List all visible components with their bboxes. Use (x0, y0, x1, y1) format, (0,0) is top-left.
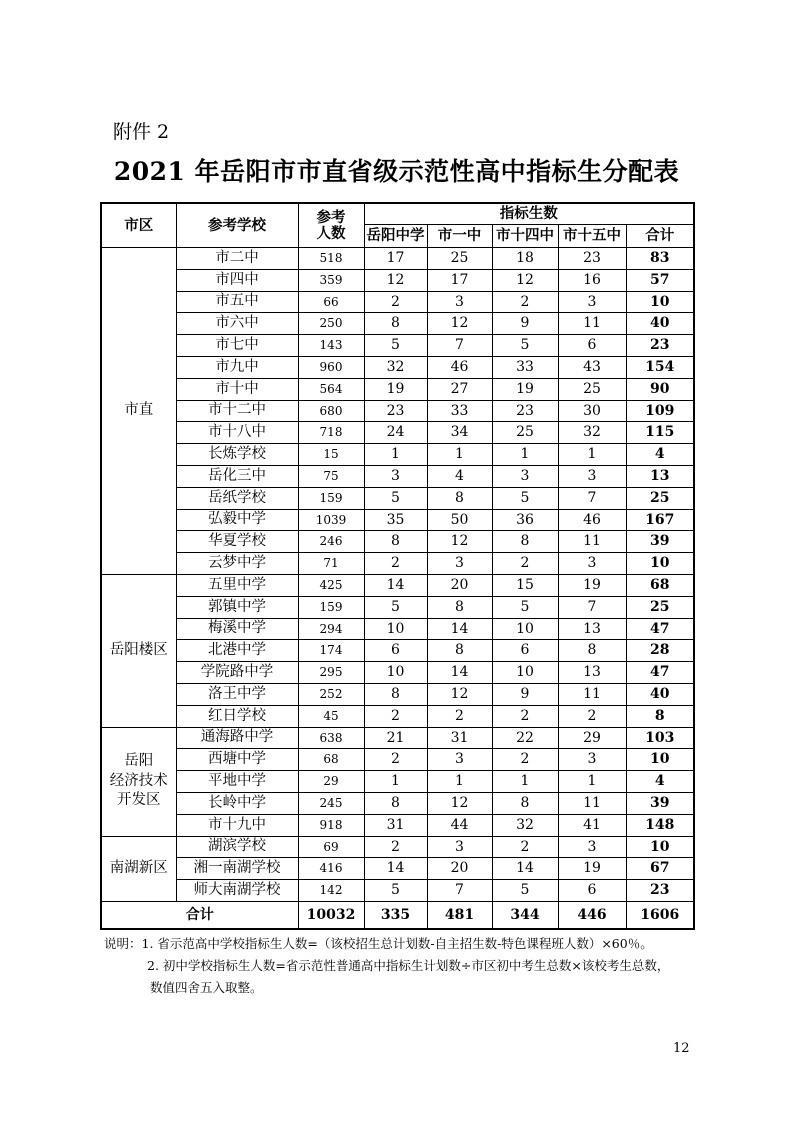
quota-value: 11 (558, 531, 626, 553)
table-row (101, 509, 694, 531)
quota-value: 46 (558, 509, 626, 531)
quota-value: 12 (364, 269, 427, 291)
school-name: 北港中学 (176, 640, 298, 662)
quota-value: 12 (427, 683, 492, 705)
quota-value: 30 (558, 400, 626, 422)
exam-count: 69 (298, 836, 364, 858)
table-row (101, 705, 694, 727)
header-quota-col: 市十五中 (558, 225, 626, 248)
quota-value: 19 (558, 858, 626, 880)
quota-value: 19 (558, 574, 626, 596)
quota-value: 2 (427, 705, 492, 727)
exam-count: 174 (298, 640, 364, 662)
district-cell (101, 727, 176, 836)
quota-value: 8 (427, 596, 492, 618)
note-line: 2. 初中学校指标生人数=省示范性普通高中指标生计划数÷市区初中考生总数×该校考生总数， (147, 958, 670, 973)
header-count (298, 203, 364, 248)
quota-value: 6 (364, 640, 427, 662)
quota-value: 2 (364, 553, 427, 575)
quota-value: 2 (364, 291, 427, 313)
quota-total: 47 (626, 662, 694, 684)
school-name: 五里中学 (176, 574, 298, 596)
quota-value: 1 (364, 771, 427, 793)
header-district: 市区 (101, 203, 176, 248)
quota-value: 24 (364, 422, 427, 444)
quota-value: 2 (492, 836, 558, 858)
quota-value: 7 (427, 335, 492, 357)
quota-value: 33 (492, 356, 558, 378)
quota-value: 31 (427, 727, 492, 749)
quota-value: 23 (364, 400, 427, 422)
quota-value: 1 (558, 771, 626, 793)
quota-value: 35 (364, 509, 427, 531)
school-name: 学院路中学 (176, 662, 298, 684)
quota-value: 21 (364, 727, 427, 749)
quota-total: 10 (626, 749, 694, 771)
table-body (101, 248, 694, 929)
quota-value: 2 (492, 291, 558, 313)
quota-value: 1 (427, 771, 492, 793)
quota-value: 10 (492, 662, 558, 684)
district-name: 岳阳楼区 (109, 641, 168, 658)
quota-value: 32 (558, 422, 626, 444)
quota-value: 22 (492, 727, 558, 749)
quota-value: 25 (558, 378, 626, 400)
quota-value: 1 (492, 771, 558, 793)
quota-total: 10 (626, 291, 694, 313)
quota-value: 2 (558, 705, 626, 727)
exam-count: 680 (298, 400, 364, 422)
school-name: 市四中 (176, 269, 298, 291)
quota-value: 32 (364, 356, 427, 378)
table-row (101, 836, 694, 858)
quota-total: 83 (626, 248, 694, 270)
exam-count: 245 (298, 792, 364, 814)
table-row (101, 618, 694, 640)
quota-value: 43 (558, 356, 626, 378)
table-row (101, 771, 694, 793)
header-count-line2: 人数 (316, 224, 346, 242)
table-row (101, 858, 694, 880)
quota-value: 5 (364, 335, 427, 357)
quota-total: 23 (626, 880, 694, 902)
table-row (101, 814, 694, 836)
quota-value: 19 (492, 378, 558, 400)
table-row (101, 487, 694, 509)
exam-count: 252 (298, 683, 364, 705)
quota-value: 23 (492, 400, 558, 422)
header-quota-group: 指标生数 (364, 203, 694, 225)
quota-value: 44 (427, 814, 492, 836)
quota-total: 154 (626, 356, 694, 378)
quota-total: 148 (626, 814, 694, 836)
quota-value: 2 (364, 705, 427, 727)
document-title: 2021 年岳阳市市直省级示范性高中指标生分配表 (113, 157, 680, 186)
quota-value: 34 (427, 422, 492, 444)
exam-count: 416 (298, 858, 364, 880)
exam-count: 960 (298, 356, 364, 378)
quota-value: 5 (364, 596, 427, 618)
quota-value: 1 (364, 444, 427, 466)
quota-value: 36 (492, 509, 558, 531)
quota-value: 16 (558, 269, 626, 291)
quota-total: 47 (626, 618, 694, 640)
quota-value: 7 (558, 596, 626, 618)
quota-value: 6 (558, 880, 626, 902)
quota-value: 3 (558, 836, 626, 858)
exam-count: 918 (298, 814, 364, 836)
quota-value: 7 (427, 880, 492, 902)
exam-count: 45 (298, 705, 364, 727)
school-name: 华夏学校 (176, 531, 298, 553)
quota-value: 14 (427, 662, 492, 684)
school-name: 通海路中学 (176, 727, 298, 749)
district-name: 岳阳 (124, 753, 154, 770)
quota-value: 5 (364, 880, 427, 902)
table-row (101, 880, 694, 902)
district-cell (101, 574, 176, 727)
quota-value: 41 (558, 814, 626, 836)
quota-value: 12 (427, 792, 492, 814)
quota-value: 3 (558, 749, 626, 771)
quota-value: 2 (492, 705, 558, 727)
quota-total: 167 (626, 509, 694, 531)
quota-value: 27 (427, 378, 492, 400)
table-row (101, 400, 694, 422)
quota-value: 11 (558, 792, 626, 814)
school-name: 西塘中学 (176, 749, 298, 771)
exam-count: 15 (298, 444, 364, 466)
school-name: 市十九中 (176, 814, 298, 836)
district-cell (101, 836, 176, 901)
quota-total: 39 (626, 531, 694, 553)
exam-count: 246 (298, 531, 364, 553)
quota-total: 39 (626, 792, 694, 814)
quota-value: 10 (364, 662, 427, 684)
summary-value: 446 (558, 901, 626, 929)
quota-total: 40 (626, 313, 694, 335)
quota-value: 5 (492, 880, 558, 902)
summary-value: 481 (427, 901, 492, 929)
quota-value: 19 (364, 378, 427, 400)
quota-total: 90 (626, 378, 694, 400)
quota-value: 8 (364, 531, 427, 553)
table-row (101, 727, 694, 749)
quota-value: 29 (558, 727, 626, 749)
school-name: 云梦中学 (176, 553, 298, 575)
quota-value: 3 (558, 291, 626, 313)
quota-value: 4 (427, 465, 492, 487)
school-name: 市十八中 (176, 422, 298, 444)
quota-value: 8 (364, 313, 427, 335)
quota-value: 17 (427, 269, 492, 291)
quota-value: 10 (492, 618, 558, 640)
quota-value: 18 (492, 248, 558, 270)
quota-value: 12 (427, 313, 492, 335)
table-row (101, 335, 694, 357)
quota-value: 5 (492, 487, 558, 509)
quota-total: 68 (626, 574, 694, 596)
page-number: 12 (673, 1041, 690, 1056)
summary-count: 10032 (298, 901, 364, 929)
quota-value: 1 (492, 444, 558, 466)
school-name: 市九中 (176, 356, 298, 378)
quota-value: 46 (427, 356, 492, 378)
quota-value: 2 (492, 553, 558, 575)
school-name: 市五中 (176, 291, 298, 313)
school-name: 市十中 (176, 378, 298, 400)
quota-value: 14 (364, 574, 427, 596)
table-row (101, 269, 694, 291)
exam-count: 159 (298, 487, 364, 509)
table-row (101, 531, 694, 553)
quota-value: 10 (364, 618, 427, 640)
table-row (101, 749, 694, 771)
quota-value: 25 (427, 248, 492, 270)
exam-count: 75 (298, 465, 364, 487)
quota-value: 13 (558, 618, 626, 640)
quota-total: 115 (626, 422, 694, 444)
quota-value: 20 (427, 858, 492, 880)
quota-total: 109 (626, 400, 694, 422)
exam-count: 294 (298, 618, 364, 640)
quota-value: 8 (427, 487, 492, 509)
school-name: 岳纸学校 (176, 487, 298, 509)
summary-value: 344 (492, 901, 558, 929)
school-name: 洛王中学 (176, 683, 298, 705)
school-name: 梅溪中学 (176, 618, 298, 640)
exam-count: 1039 (298, 509, 364, 531)
quota-total: 10 (626, 836, 694, 858)
school-name: 红日学校 (176, 705, 298, 727)
school-name: 岳化三中 (176, 465, 298, 487)
table-row (101, 444, 694, 466)
quota-value: 3 (558, 465, 626, 487)
exam-count: 159 (298, 596, 364, 618)
quota-value: 32 (492, 814, 558, 836)
quota-value: 7 (558, 487, 626, 509)
exam-count: 68 (298, 749, 364, 771)
quota-value: 5 (492, 335, 558, 357)
quota-value: 23 (558, 248, 626, 270)
notes (104, 933, 669, 999)
exam-count: 29 (298, 771, 364, 793)
quota-value: 3 (427, 749, 492, 771)
school-name: 郭镇中学 (176, 596, 298, 618)
school-name: 平地中学 (176, 771, 298, 793)
quota-total: 25 (626, 596, 694, 618)
header-quota-col: 岳阳中学 (364, 225, 427, 248)
exam-count: 143 (298, 335, 364, 357)
exam-count: 295 (298, 662, 364, 684)
attachment-label: 附件 2 (113, 121, 170, 143)
exam-count: 359 (298, 269, 364, 291)
quota-value: 8 (364, 792, 427, 814)
exam-count: 564 (298, 378, 364, 400)
quota-value: 6 (558, 335, 626, 357)
district-cell (101, 248, 176, 575)
quota-value: 3 (427, 291, 492, 313)
header-school: 参考学校 (176, 203, 298, 248)
quota-total: 13 (626, 465, 694, 487)
summary-row (101, 901, 694, 929)
table-row (101, 574, 694, 596)
quota-value: 2 (364, 836, 427, 858)
table-row (101, 640, 694, 662)
quota-value: 33 (427, 400, 492, 422)
quota-value: 13 (558, 662, 626, 684)
exam-count: 142 (298, 880, 364, 902)
quota-value: 6 (492, 640, 558, 662)
summary-label: 合计 (101, 901, 298, 929)
quota-value: 12 (427, 531, 492, 553)
exam-count: 71 (298, 553, 364, 575)
school-name: 长炼学校 (176, 444, 298, 466)
table-row (101, 378, 694, 400)
table-row (101, 313, 694, 335)
table-row (101, 683, 694, 705)
quota-total: 8 (626, 705, 694, 727)
table-row (101, 356, 694, 378)
quota-value: 9 (492, 683, 558, 705)
table-row (101, 465, 694, 487)
quota-total: 57 (626, 269, 694, 291)
quota-total: 4 (626, 771, 694, 793)
quota-value: 8 (364, 683, 427, 705)
quota-value: 12 (492, 269, 558, 291)
table-row (101, 596, 694, 618)
header-quota-total: 合计 (626, 225, 694, 248)
quota-value: 11 (558, 683, 626, 705)
quota-value: 8 (558, 640, 626, 662)
quota-value: 25 (492, 422, 558, 444)
quota-total: 28 (626, 640, 694, 662)
quota-table (100, 202, 695, 930)
school-name: 弘毅中学 (176, 509, 298, 531)
school-name: 市六中 (176, 313, 298, 335)
quota-value: 8 (492, 792, 558, 814)
quota-total: 67 (626, 858, 694, 880)
quota-value: 8 (427, 640, 492, 662)
district-name: 市直 (124, 402, 154, 419)
quota-value: 14 (492, 858, 558, 880)
school-name: 市二中 (176, 248, 298, 270)
quota-value: 11 (558, 313, 626, 335)
exam-count: 638 (298, 727, 364, 749)
quota-value: 3 (427, 836, 492, 858)
quota-value: 3 (364, 465, 427, 487)
summary-value: 335 (364, 901, 427, 929)
quota-value: 1 (427, 444, 492, 466)
table-row (101, 248, 694, 270)
exam-count: 250 (298, 313, 364, 335)
quota-value: 8 (492, 531, 558, 553)
exam-count: 425 (298, 574, 364, 596)
quota-value: 5 (492, 596, 558, 618)
quota-value: 31 (364, 814, 427, 836)
quota-total: 25 (626, 487, 694, 509)
summary-total: 1606 (626, 901, 694, 929)
table-row (101, 553, 694, 575)
quota-value: 3 (492, 465, 558, 487)
quota-total: 4 (626, 444, 694, 466)
exam-count: 518 (298, 248, 364, 270)
exam-count: 718 (298, 422, 364, 444)
school-name: 长岭中学 (176, 792, 298, 814)
table-row (101, 792, 694, 814)
table-row (101, 422, 694, 444)
quota-value: 20 (427, 574, 492, 596)
header-quota-col: 市十四中 (492, 225, 558, 248)
quota-value: 14 (364, 858, 427, 880)
quota-total: 10 (626, 553, 694, 575)
header-count-line1: 参考 (316, 209, 346, 227)
quota-total: 40 (626, 683, 694, 705)
note-line: 数值四舍五入取整。 (150, 980, 263, 995)
quota-value: 5 (364, 487, 427, 509)
district-name: 开发区 (117, 792, 161, 809)
quota-value: 15 (492, 574, 558, 596)
district-name: 南湖新区 (109, 859, 168, 876)
exam-count: 66 (298, 291, 364, 313)
school-name: 市七中 (176, 335, 298, 357)
table-row (101, 291, 694, 313)
quota-value: 50 (427, 509, 492, 531)
note-line: 说明：1. 省示范高中学校指标生人数=（该校招生总计划数-自主招生数-特色课程班人数）×60％。 (104, 936, 653, 951)
district-name: 经济技术 (109, 772, 168, 789)
school-name: 湖滨学校 (176, 836, 298, 858)
quota-value: 2 (364, 749, 427, 771)
quota-value: 17 (364, 248, 427, 270)
school-name: 湘一南湖学校 (176, 858, 298, 880)
quota-value: 2 (492, 749, 558, 771)
quota-value: 9 (492, 313, 558, 335)
table-row (101, 662, 694, 684)
school-name: 市十二中 (176, 400, 298, 422)
quota-total: 103 (626, 727, 694, 749)
quota-value: 14 (427, 618, 492, 640)
quota-value: 3 (427, 553, 492, 575)
header-quota-col: 市一中 (427, 225, 492, 248)
quota-value: 3 (558, 553, 626, 575)
quota-value: 1 (558, 444, 626, 466)
school-name: 师大南湖学校 (176, 880, 298, 902)
quota-total: 23 (626, 335, 694, 357)
